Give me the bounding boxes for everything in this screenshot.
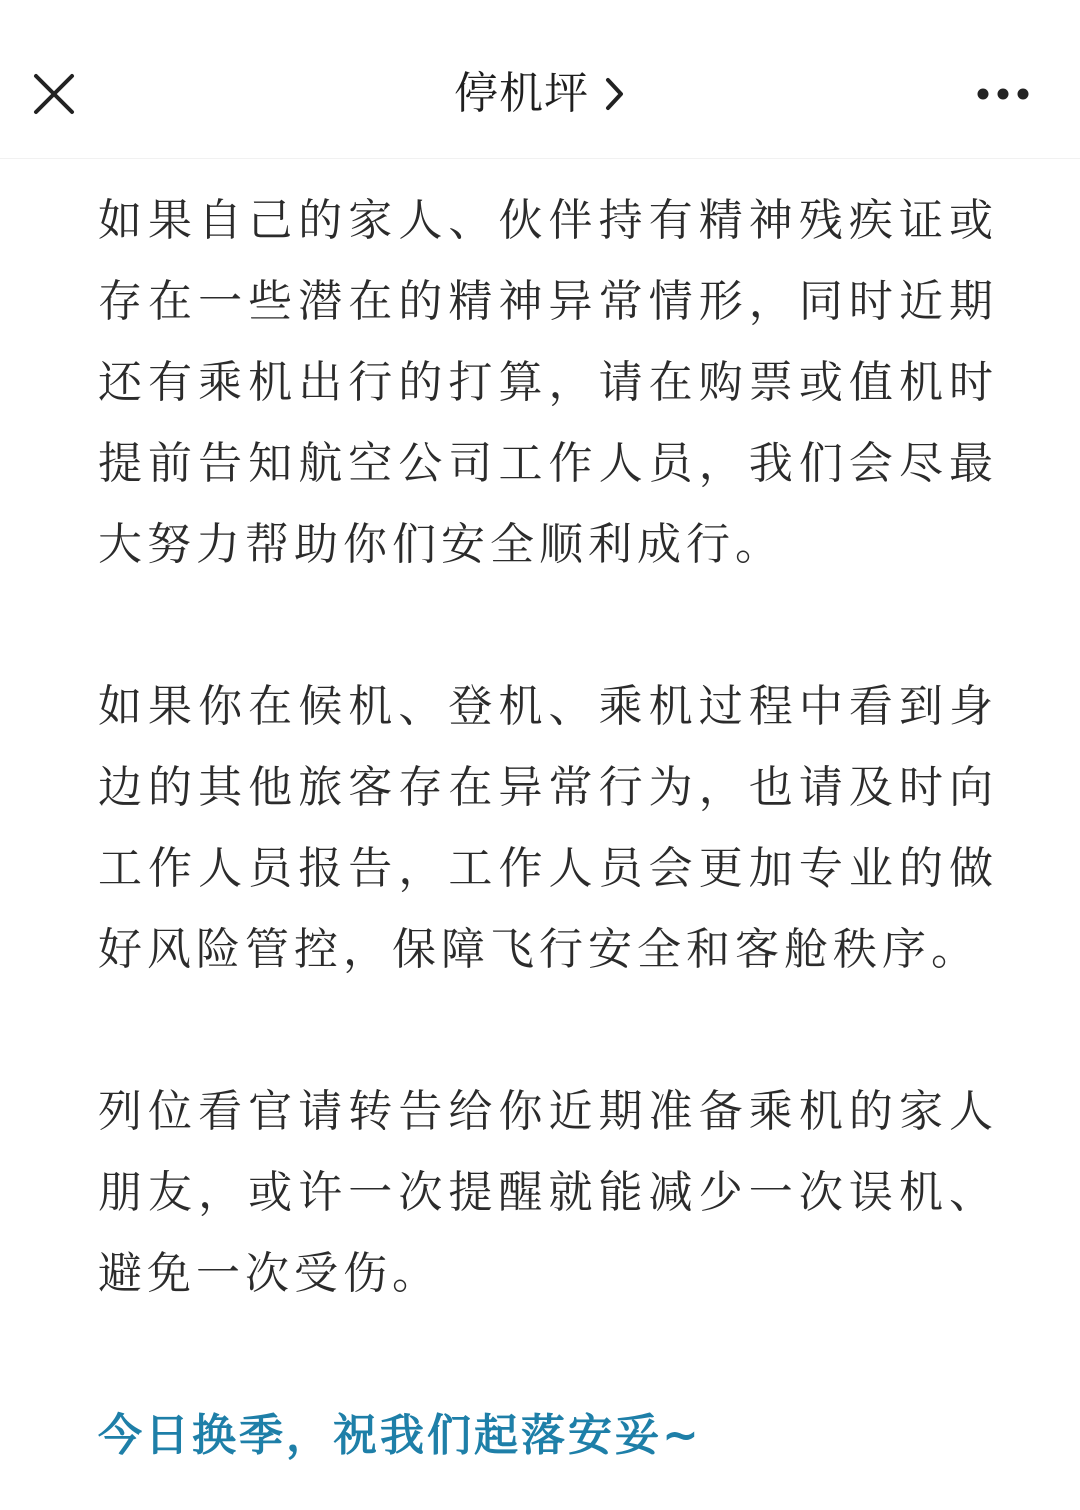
article-body [98, 180, 998, 1476]
article-paragraph-3: 列位看官请转告给你近期准备乘机的家人朋友，或许一次提醒就能减少一次误机、避免一次受伤。 [98, 1086, 998, 1299]
closing-highlight: 今日换季，祝我们起落安妥~ [98, 1410, 702, 1461]
article-paragraph-2: 如果你在候机、登机、乘机过程中看到身边的其他旅客存在异常行为，也请及时向工作人员报告，工作人员会更加专业的做好风险管控，保障飞行安全和客舱秩序。 [98, 681, 998, 975]
top-navigation-bar [0, 0, 1080, 159]
article-paragraph-1: 如果自己的家人、伙伴持有精神残疾证或存在一些潜在的精神异常情形，同时近期还有乘机出行的打算，请在购票或值机时提前告知航空公司工作人员，我们会尽最大努力帮助你们安全顺利成行。 [98, 195, 998, 570]
chevron-right-icon [604, 76, 626, 112]
account-title-link[interactable] [0, 62, 1080, 126]
more-options-button[interactable] [972, 78, 1034, 110]
more-horizontal-icon [972, 78, 1034, 110]
page-title: 停机坪 [453, 68, 589, 119]
